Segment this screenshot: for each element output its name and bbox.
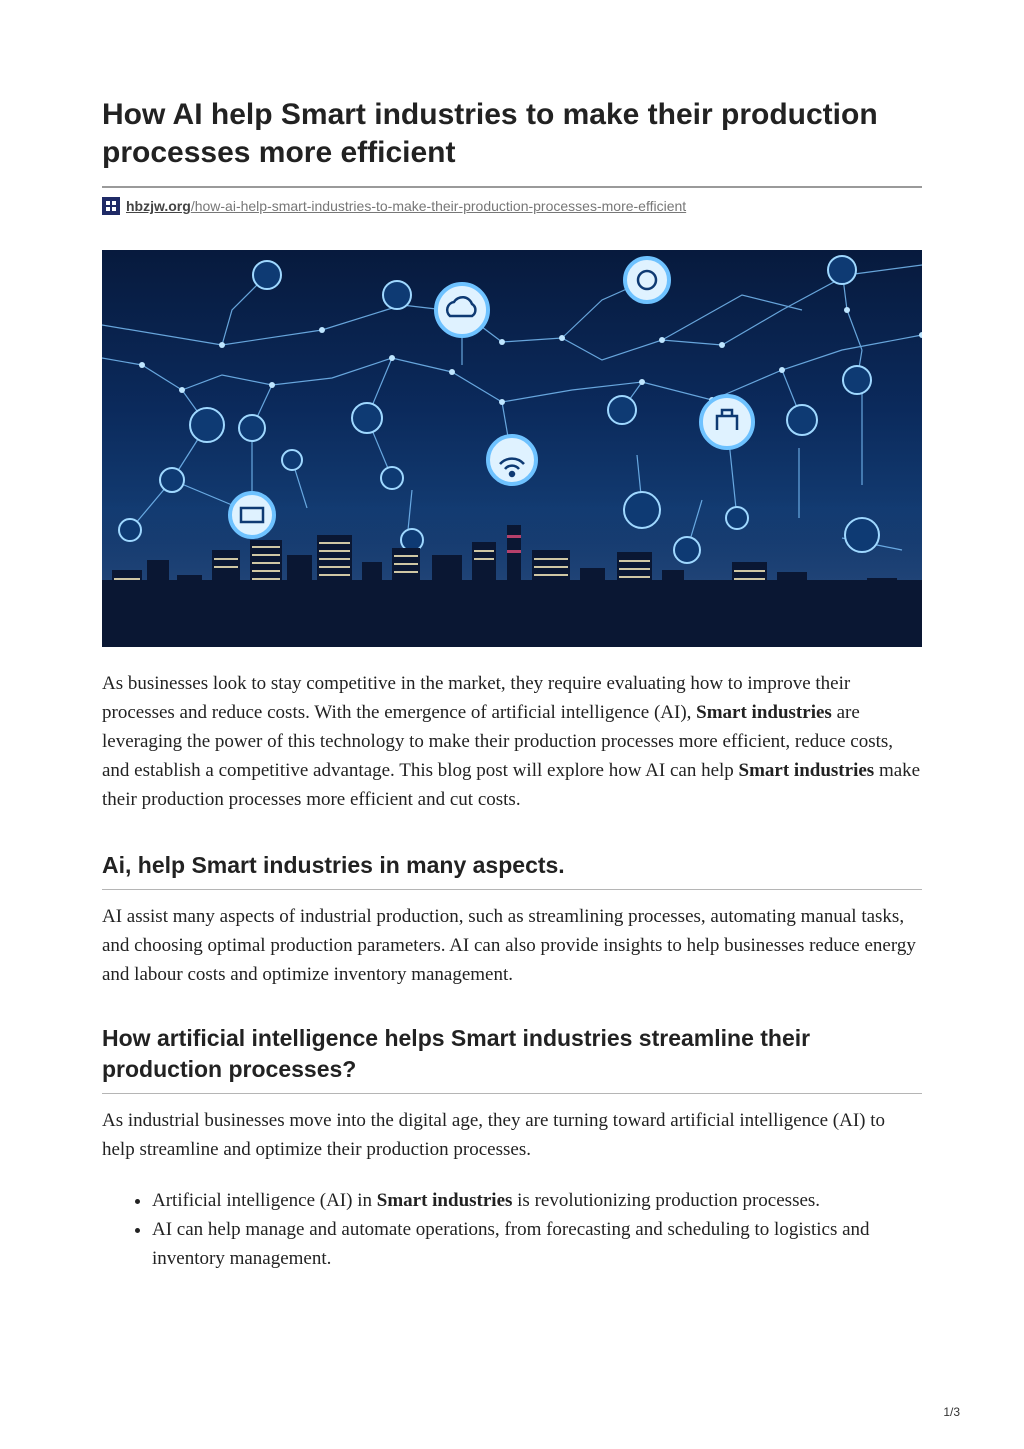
intro-bold-1: Smart industries <box>696 702 832 723</box>
source-link[interactable] <box>102 196 922 216</box>
site-favicon-icon <box>102 197 120 215</box>
section2-heading: How artificial intelligence helps Smart industries streamline their production processes? <box>102 1025 811 1082</box>
section1-heading: Ai, help Smart industries in many aspects. <box>102 852 565 878</box>
bullet-text: AI can help manage and automate operations, from forecasting and scheduling to logistics and inventory management. <box>152 1219 870 1269</box>
bullet-text-end: is revolutionizing production processes. <box>512 1190 821 1211</box>
list-item <box>152 1215 922 1273</box>
intro-text-2: are leveraging the power of this technology to make their production processes more efficient, reduce costs, and establish a competitive advantage. This blog post will explore how AI can help <box>102 702 894 781</box>
section2-bullet-list <box>102 1186 922 1273</box>
source-domain[interactable]: hbzjw.org <box>126 198 191 214</box>
intro-bold-2: Smart industries <box>738 760 875 781</box>
page-title: How AI help Smart industries to make their production processes more efficient <box>102 98 878 169</box>
title-divider <box>102 186 922 188</box>
section1-paragraph: AI assist many aspects of industrial production, such as streamlining processes, automating manual tasks, and choosing optimal production parameters. AI can also provide insights to help businesses reduce energy and labour costs and optimize inventory management. <box>102 906 916 985</box>
hero-image <box>102 250 922 647</box>
intro-paragraph <box>102 669 922 814</box>
intro-text-3: make their production processes more efficient and cut costs. <box>102 760 921 810</box>
article <box>102 96 922 1273</box>
section1-divider <box>102 889 922 890</box>
smart-city-network-icon <box>102 250 922 647</box>
list-item <box>152 1186 922 1215</box>
bullet-bold: Smart industries <box>376 1190 513 1211</box>
intro-text-1: As businesses look to stay competitive in the market, they require evaluating how to improve their processes and reduce costs. With the emergence of artificial intelligence (AI), <box>102 673 851 723</box>
section2-divider <box>102 1093 922 1094</box>
page-number: 1/3 <box>943 1405 960 1419</box>
source-path[interactable]: /how-ai-help-smart-industries-to-make-their-production-processes-more-efficient <box>190 198 687 214</box>
section2-paragraph: As industrial businesses move into the digital age, they are turning toward artificial intelligence (AI) to help streamline and optimize their production processes. <box>102 1110 886 1160</box>
bullet-text: Artificial intelligence (AI) in <box>152 1190 377 1211</box>
